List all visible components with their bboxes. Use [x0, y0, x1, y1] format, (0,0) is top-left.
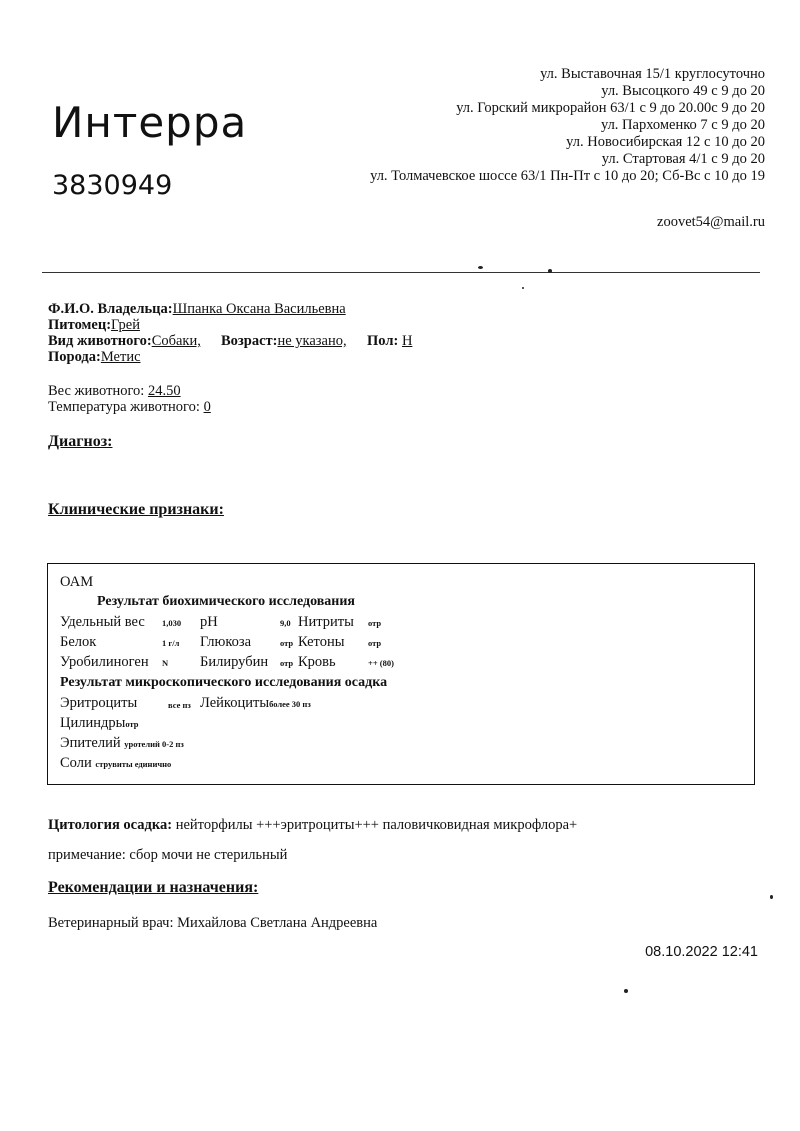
pet-value: Грей	[111, 317, 140, 333]
diagnosis-heading: Диагноз:	[48, 433, 113, 450]
leukocytes-value: более 30 пз	[269, 699, 311, 709]
bilirubin-value: отр	[280, 658, 294, 668]
epithelium-value: уротелий 0-2 пз	[124, 739, 184, 749]
cytology-line	[48, 817, 577, 834]
address-line: ул. Новосибирская 12 с 10 до 20	[566, 134, 765, 150]
clinical-signs-heading: Клинические признаки:	[48, 501, 224, 518]
urobilinogen-value: N	[162, 658, 169, 668]
salts-label-text: Соли	[60, 755, 92, 771]
cylinders-value: отр	[125, 719, 139, 729]
age-label: Возраст:	[221, 333, 278, 349]
cytology-value: нейторфилы +++эритроциты+++ паловичковидная микрофлора+	[172, 817, 578, 833]
weight-value: 24.50	[147, 383, 181, 399]
epithelium-label-text: Эпителий	[60, 735, 121, 751]
scan-speck	[522, 287, 524, 289]
specific-gravity-label: Удельный вес	[60, 614, 145, 630]
protein-label: Белок	[60, 634, 97, 650]
age-value: не указано,	[277, 333, 347, 349]
urobilinogen-label: Уробилиноген	[60, 654, 149, 670]
cylinders-label-text: Цилиндры	[60, 715, 126, 731]
oam-title: ОАМ	[60, 574, 94, 590]
nitrites-label: Нитриты	[298, 614, 354, 630]
glucose-value: отр	[280, 638, 294, 648]
species-value: Собаки,	[151, 333, 201, 349]
address-line: ул. Пархоменко 7 с 9 до 20	[600, 117, 765, 133]
glucose-label: Глюкоза	[200, 634, 252, 650]
temperature-value: 0	[203, 399, 211, 415]
leukocytes-label-text: Лейкоциты	[200, 695, 270, 711]
pet-label: Питомец:	[48, 317, 112, 333]
breed-line	[48, 349, 141, 366]
print-timestamp: 08.10.2022 12:41	[645, 944, 758, 960]
breed-label: Порода:	[48, 349, 101, 365]
epithelium-label	[60, 735, 184, 752]
doctor-line: Ветеринарный врач: Михайлова Светлана Андреевна	[48, 915, 378, 931]
scan-speck	[548, 269, 552, 273]
header-divider	[42, 272, 760, 273]
owner-value: Шпанка Оксана Васильевна	[172, 301, 346, 317]
cylinders-label	[60, 715, 139, 732]
sex-line	[367, 333, 412, 350]
scan-speck	[478, 266, 483, 269]
protein-value: 1 г/л	[162, 638, 180, 648]
blood-value: ++ (80)	[368, 658, 394, 668]
pet-line	[48, 317, 140, 334]
erythrocytes-value: все пз	[168, 700, 191, 710]
scan-speck	[624, 989, 628, 993]
owner-line	[48, 301, 346, 318]
erythrocytes-label: Эритроциты	[60, 695, 138, 711]
cytology-label: Цитология осадка:	[48, 817, 173, 833]
blood-label: Кровь	[298, 654, 336, 670]
leukocytes-label	[200, 695, 311, 712]
scan-speck	[770, 895, 773, 899]
clinic-email: zoovet54@mail.ru	[657, 214, 765, 230]
salts-value: струвиты единично	[95, 759, 172, 769]
owner-label: Ф.И.О. Владельца:	[48, 301, 173, 317]
nitrites-value: отр	[368, 618, 382, 628]
address-line: ул. Стартовая 4/1 с 9 до 20	[601, 151, 765, 167]
breed-value: Метис	[100, 349, 141, 365]
address-line: ул. Выставочная 15/1 круглосуточно	[540, 66, 765, 82]
biochem-title: Результат биохимического исследования	[97, 594, 356, 609]
ph-value: 9,0	[280, 618, 291, 628]
address-line: ул. Толмачевское шоссе 63/1 Пн-Пт с 10 до 20; Сб-Вс с 10 до 19	[370, 168, 765, 184]
species-label: Вид животного:	[48, 333, 152, 349]
sex-value: Н	[401, 333, 413, 349]
specific-gravity-value: 1,030	[162, 618, 182, 628]
note-line: примечание: сбор мочи не стерильный	[48, 847, 288, 863]
weight-line	[48, 383, 181, 400]
clinic-logo-text: Интерра	[52, 98, 248, 147]
ketones-value: отр	[368, 638, 382, 648]
clinic-addresses	[370, 66, 765, 185]
age-line	[221, 333, 347, 350]
clinic-phone: 3830949	[52, 170, 173, 201]
temperature-label: Температура животного:	[48, 399, 204, 415]
salts-label	[60, 755, 171, 772]
urinalysis-box	[47, 563, 755, 785]
ketones-label: Кетоны	[298, 634, 345, 650]
species-line	[48, 333, 201, 350]
address-line: ул. Высоцкого 49 с 9 до 20	[601, 83, 765, 99]
bilirubin-label: Билирубин	[200, 654, 269, 670]
sex-label: Пол:	[367, 333, 399, 349]
weight-label: Вес животного:	[48, 383, 148, 399]
address-line: ул. Горский микрорайон 63/1 с 9 до 20.00с 9 до 20	[456, 100, 765, 116]
temperature-line	[48, 399, 211, 416]
ph-label: pH	[200, 614, 218, 630]
microscopy-title: Результат микроскопического исследования осадка	[60, 675, 388, 690]
recommendations-heading: Рекомендации и назначения:	[48, 879, 259, 896]
